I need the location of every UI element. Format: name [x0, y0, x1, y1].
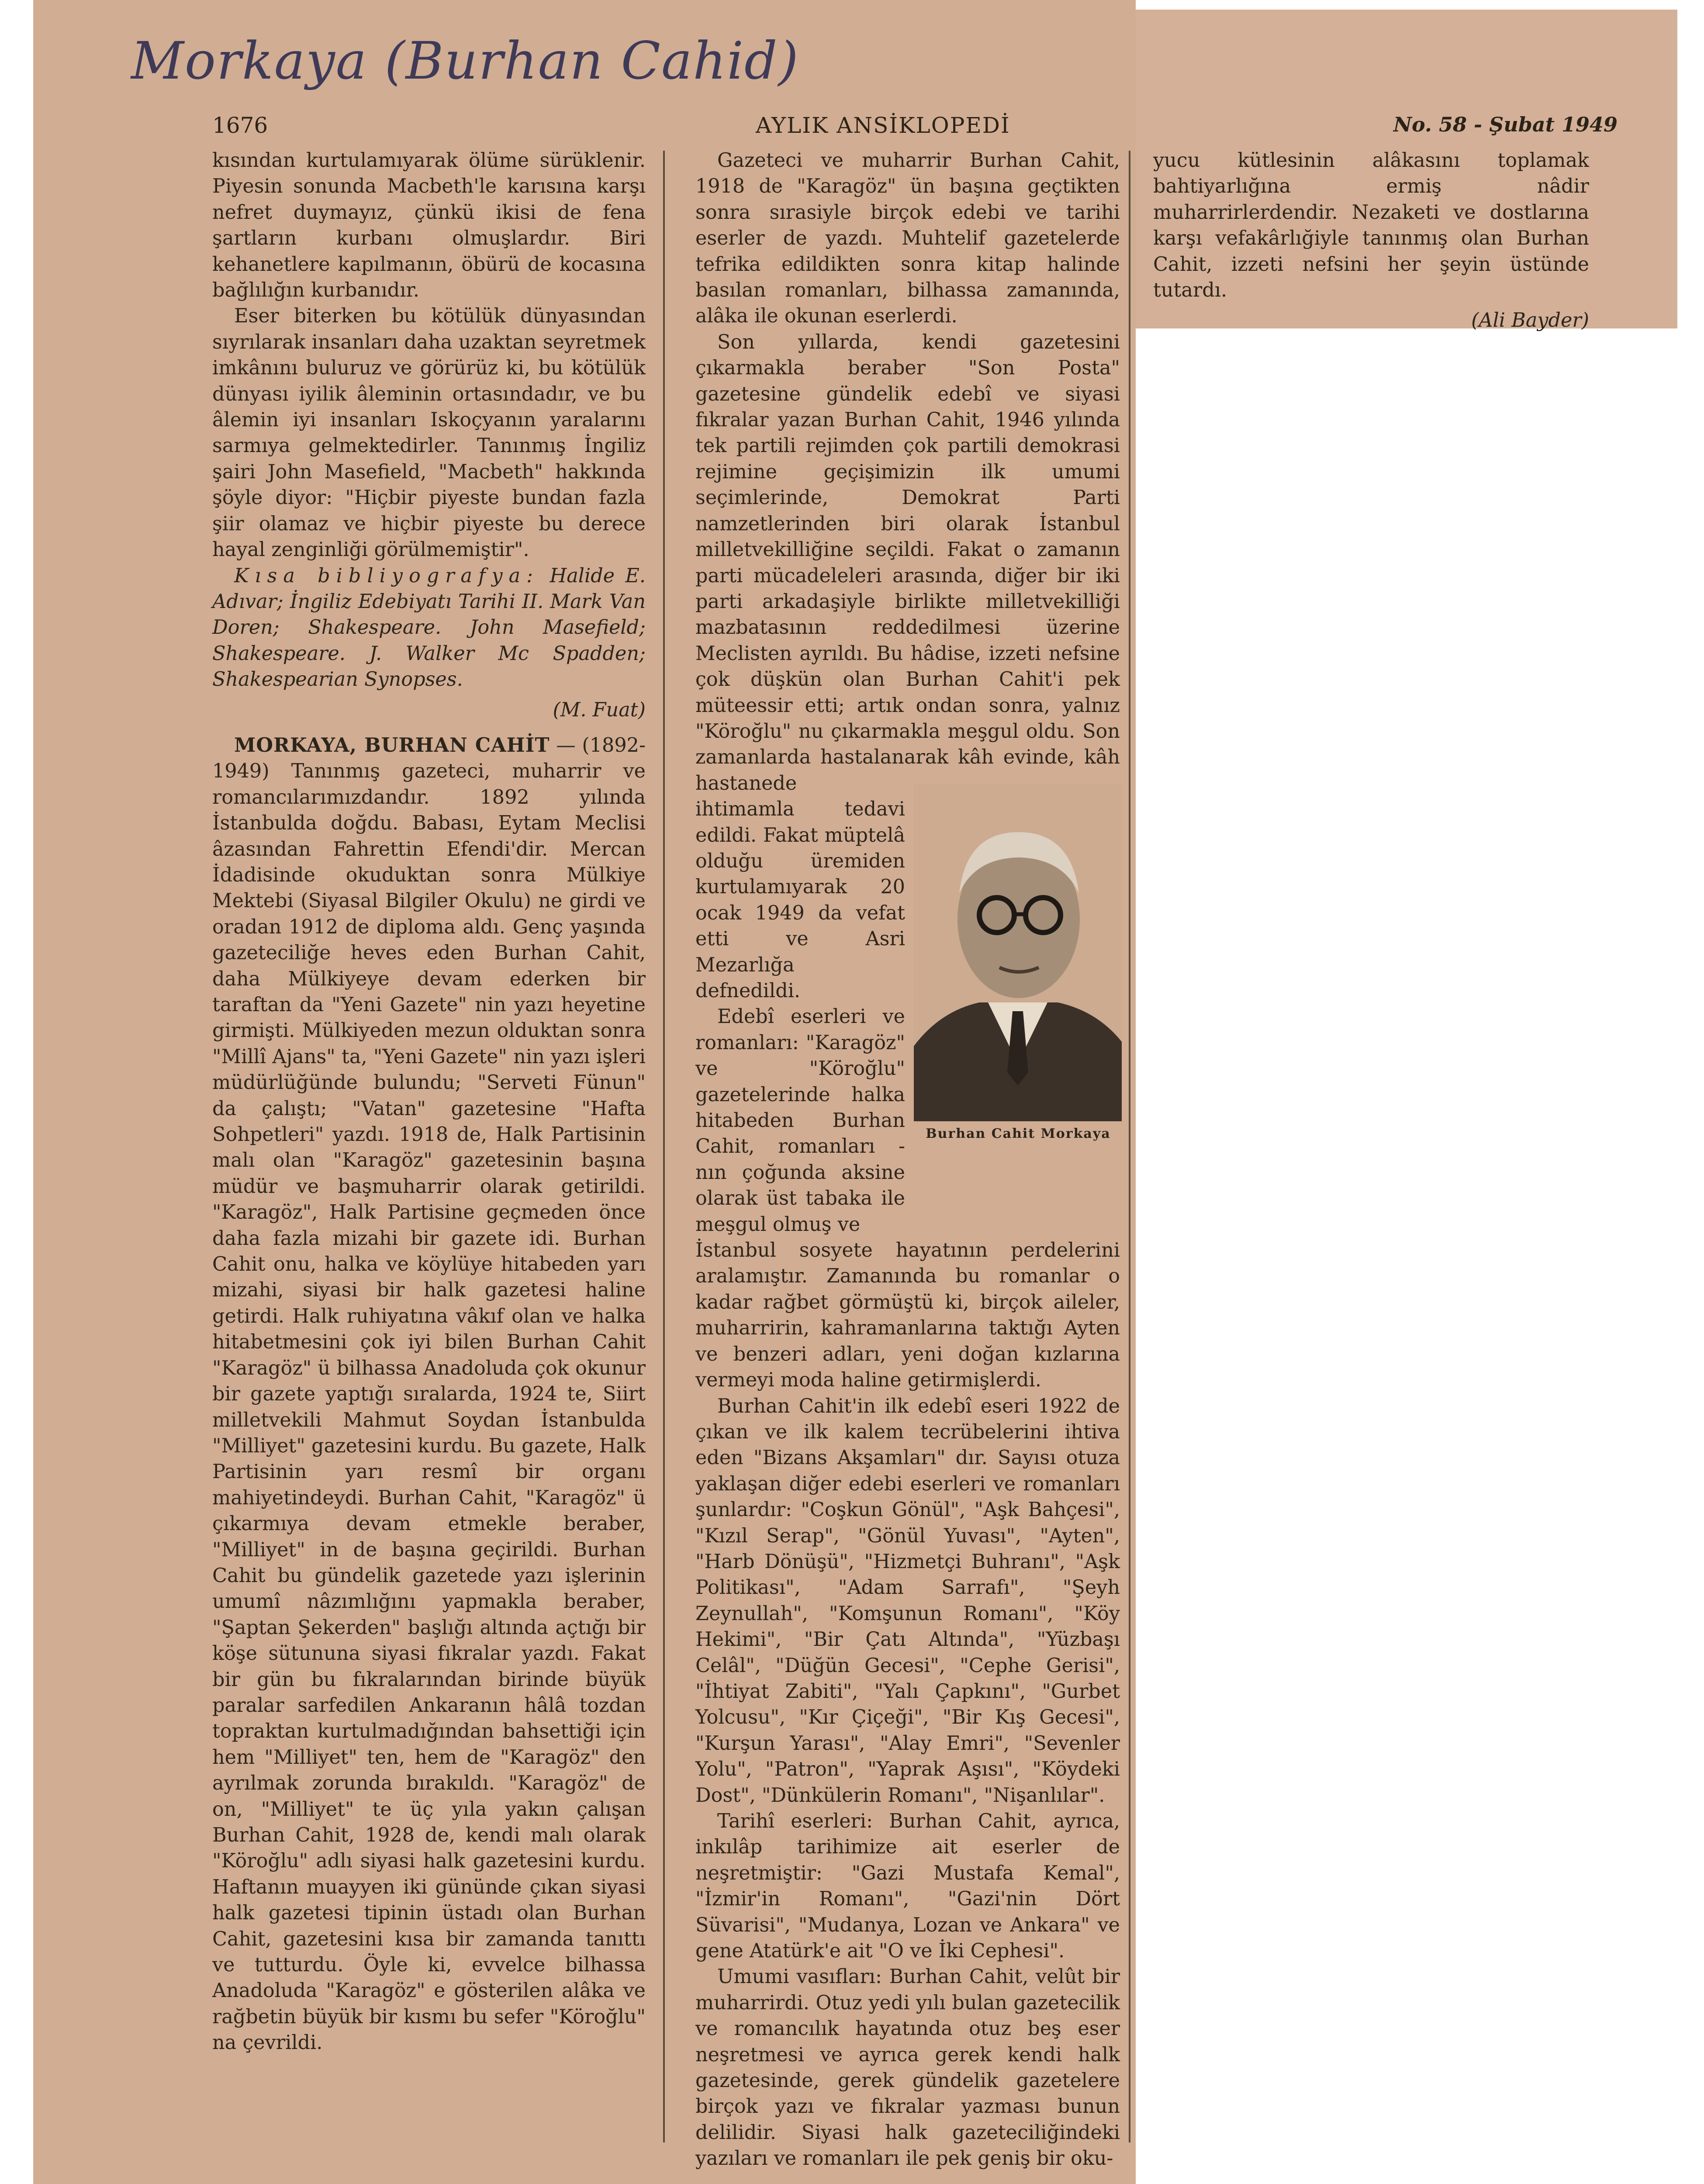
paragraph: Burhan Cahit'in ilk edebî eseri 1922 de çıkan ve ilk kalem tecrübelerini ihtiva eden "Bizans Akşamları" dır. Sayısı otuza yaklaşan diğer edebi eserleri ve romanları şunlardır: "Coşkun Gönül", "Aşk Bahçesi", "Kızıl Serap", "Gönül Yuvası", "Ayten", "Harb Dönüşü", "Hizmetçi Buhranı", "Aşk Politikası", "Adam Sarrafı", "Şeyh Zeynullah", "Komşunun Romanı", "Köy Hekimi", "Bir Çatı Altında", "Yüzbaşı Celâl", "Düğün Gecesi", "Cephe Gerisi", "İhtiyat Zabiti", "Yalı Çapkını", "Gurbet Yolcusu", "Kır Çiçeği", "Bir Kış Gecesi", "Kurşun Yarası", "Alay Emri", "Sevenler Yolu", "Patron", "Yaprak Aşısı", "Köydeki Dost", "Dünkülerin Romanı", "Nişanlılar". — [695, 1395, 1120, 1807]
paragraph: İstanbul sosyete hayatının perdelerini aralamıştır. Zamanında bu romanlar o kadar rağbet görmüştü ki, birçok aileler, muharririn, kahramanlarına taktığı Ayten ve benzeri adları, yeni doğan kızlarına vermeyi moda haline getirmişlerdi. — [695, 1239, 1120, 1392]
paragraph: yucu kütlesinin alâkasını toplamak bahtiyarlığına ermiş nâdir muharrirlerdendir. Nezaketi ve dostlarına karşı vefakârlığiyle tanınmış olan Burhan Cahit, izzeti nefsini her şeyin üstünde tutardı. — [1153, 149, 1589, 302]
bibliography-label: Kısa bibliyografya: — [234, 564, 539, 587]
page-number: 1676 — [212, 113, 268, 138]
paragraph: Tarihî eserleri: Burhan Cahit, ayrıca, inkılâp tarihimize ait eserler de neşretmiştir: "Gazi Mustafa Kemal", "İzmir'in Romanı", "Gazi'nin Dört Süvarisi", "Mudanya, Lozan ve Ankara" ve gene Atatürk'e ait "O ve İki Cephesi". — [695, 1810, 1120, 1963]
bibliography-text: Halide E. Adıvar; İngiliz Edebiyatı Tarihi II. Mark Van Doren; Shakespeare. John Masefield; Shakespeare. J. Walker Mc Spadden; Shakespearian Synopses. — [212, 564, 646, 691]
article-column-2 — [695, 148, 1120, 2172]
column-rule — [1129, 151, 1130, 2143]
paragraph: Eser biterken bu kötülük dünyasından sıyrılarak insanları daha uzaktan seyretmek imkânını buluruz ve görürüz ki, bu kötülük dünyası iyilik âleminin ortasındadır, ve bu âlemin iyi insanları Iskoçyanın yaralarını sarmıya gelmektedirler. Tanınmış İngiliz şairi John Masefield, "Macbeth" hakkında şöyle diyor: "Hiçbir piyeste bundan fazla şiir olamaz ve hiçbir piyeste bu derece hayal zenginliği görülmemiştir". — [212, 305, 646, 561]
publication-title: AYLIK ANSİKLOPEDİ — [756, 113, 1010, 138]
encyclopedia-entry — [212, 733, 646, 2056]
paragraph: ihtimamla tedavi edildi. Fakat müptelâ olduğu üremiden kurtulamıyarak 20 ocak 1949 da vefat etti ve Asri Mezarlığa defnedildi. — [695, 798, 905, 1002]
portrait-illustration — [914, 784, 1122, 1121]
article-column-3 — [1153, 148, 1589, 334]
photo-caption: Burhan Cahit Morkaya — [926, 1126, 1111, 1141]
paragraph: kısından kurtulamıyarak ölüme sürüklenir. Piyesin sonunda Macbeth'le karısına karşı nefret duymayız, çünkü ikisi de fena şartların kurbanı olmuşlardır. Biri kehanetlere kapılmanın, öbürü de kocasına bağlılığın kurbanıdır. — [212, 149, 646, 302]
paragraph: Umumi vasıfları: Burhan Cahit, velût bir muharrirdi. Otuz yedi yılı bulan gazetecilik ve romancılık hayatında otuz beş eser neşretmesi ve ayrıca gerek kendi halk gazetesinde, gerek gündelik gazetelere birçok yazı ve fıkralar yazması bunun delilidir. Siyasi halk gazeteciliğindeki yazıları ve romanları ile pek geniş bir oku- — [695, 1966, 1120, 2170]
author-signature: (M. Fuat) — [553, 698, 646, 721]
column-rule — [663, 151, 665, 2143]
entry-text: — (1892-1949) Tanınmış gazeteci, muharrir ve romancılarımızdandır. 1892 yılında İstanbulda doğdu. Babası, Eytam Meclisi âzasından Fahrettin Efendi'dir. Mercan İdadisinde okuduktan sonra Mülkiye Mektebi (Siyasal Bilgiler Okulu) ne girdi ve oradan 1912 de diploma aldı. Genç yaşında gazeteciliğe heves eden Burhan Cahit, daha Mülkiyeye devam ederken bir taraftan da "Yeni Gazete" nin yazı heyetine girmişti. Mülkiyeden mezun olduktan sonra "Millî Ajans" ta, "Yeni Gazete" nin yazı işleri müdürlüğünde bulundu; "Serveti Fünun" da çalıştı; "Vatan" gazetesine "Hafta Sohpetleri" yazdı. 1918 de, Halk Partisinin malı olan "Karagöz" gazetesinin başına müdür ve başmuharrir olarak getirildi. "Karagöz", Halk Partisine geçmeden önce daha fazla mizahi bir gazete idi. Burhan Cahit onu, halka ve köylüye hitabeden yarı mizahi, siyasi bir halk gazetesi haline getirdi. Halk ruhiyatına vâkıf olan ve halka hitabetmesini çok iyi bilen Burhan Cahit "Karagöz" ü bilhassa Anadoluda çok okunur bir gazete yaptığı sıralarda, 1924 te, Siirt milletvekili Mahmut Soydan İstanbulda "Milliyet" gazetesini kurdu. Bu gazete, Halk Partisinin yarı resmî bir organı mahiyetindeydi. Burhan Cahit, "Karagöz" ü çıkarmıya devam etmekle beraber, "Milliyet" in de başına geçirildi. Burhan Cahit bu gündelik gazetede yazı işlerinin umumî nâzımlığını yapmakla beraber, "Şaptan Şekerden" başlığı altında açtığı bir köşe sütununa siyasi fıkralar yazdı. Fakat bir gün bu fıkralarından birinde büyük paralar sarfedilen Ankaranın hâlâ tozdan topraktan kurtulmadığından bahsettiği için hem "Milliyet" ten, hem de "Karagöz" den ayrılmak zorunda bırakıldı. "Karagöz" de on, "Milliyet" te üç yıla yakın çalışan Burhan Cahit, 1928 de, kendi malı olarak "Köroğlu" adlı siyasi halk gazetesini kurdu. Haftanın muayyen iki gününde çıkan siyasi halk gazetesi tipinin üstadı olan Burhan Cahit, gazetesini kısa bir zamanda tanıttı ve tutturdu. Öyle ki, evvelce bilhassa Anadoluda "Karagöz" e gösterilen alâka ve rağbetin büyük bir kısmı bu sefer "Köroğlu" na çevrildi. — [212, 734, 646, 2054]
article-column-1 — [212, 148, 646, 2056]
bibliography — [212, 563, 646, 693]
entry-heading: MORKAYA, BURHAN CAHİT — [234, 733, 550, 757]
paragraph: Edebî eserleri ve romanları: "Karagöz" ve "Köroğlu" gazetelerinde halka hitabeden Burhan Cahit, romanları - nın çoğunda aksine olarak üst tabaka ile meşgul olmuş ve — [695, 1006, 905, 1236]
handwritten-note: Morkaya (Burhan Cahid) — [131, 31, 799, 91]
paragraph: Son yıllarda, kendi gazetesini çıkarmakla beraber "Son Posta" gazetesine gündelik edebî ve siyasi fıkralar yazan Burhan Cahit, 1946 yılında tek partili rejimden çok partili demokrasi rejimine geçişimizin ilk umumi seçimlerinde, Demokrat Parti namzetlerinden biri olarak İstanbul milletvekilliğine seçildi. Fakat o zamanın parti mücadeleleri arasında, diğer bir iki parti arkadaşiyle birlikte milletvekilliği mazbatasının reddedilmesi üzerine Meclisten ayrıldı. Bu hâdise, izzeti nefsine çok düşkün olan Burhan Cahit'i pek müteessir etti; artık ondan sonra, yalnız "Köroğlu" nu çıkarmakla meşgul oldu. Son zamanlarda hastalanarak kâh evinde, kâh hastanede — [695, 331, 1120, 795]
author-signature: (Ali Bayder) — [1471, 309, 1589, 332]
portrait-photo — [914, 784, 1122, 1121]
issue-label: No. 58 - Şubat 1949 — [1393, 113, 1618, 136]
paragraph: Gazeteci ve muharrir Burhan Cahit, 1918 de "Karagöz" ün başına geçtikten sonra sırasiyle birçok edebi ve tarihi eserler de yazdı. Muhtelif gazetelerde tefrika edildikten sonra kitap halinde basılan romanları, bilhassa zamanında, alâka ile okunan eserlerdi. — [695, 149, 1120, 328]
